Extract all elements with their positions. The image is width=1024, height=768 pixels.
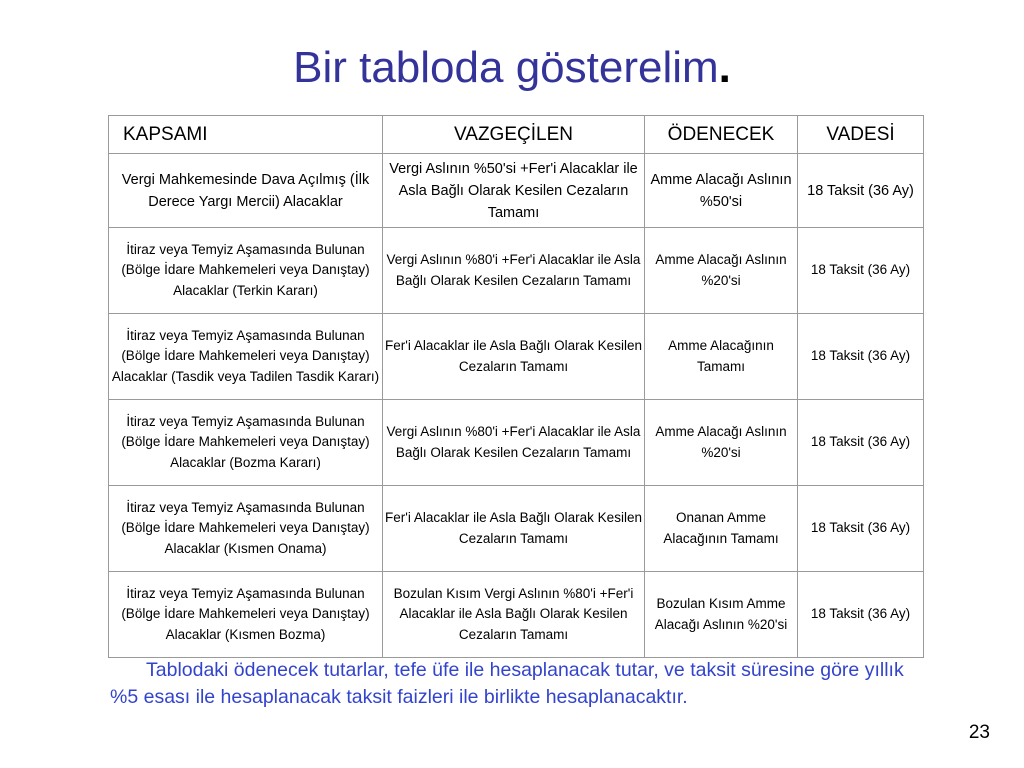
footnote-text: Tablodaki ödenecek tutarlar, tefe üfe ile hesaplanacak tutar, ve taksit süresine göre yıllık %5 esası ile hesaplanacak taksit faizleri ile birlikte hesaplanacaktır. — [110, 659, 904, 708]
cell-odenecek: Amme Alacağı Aslının %20'si — [645, 400, 798, 486]
cell-vazgecilen: Bozulan Kısım Vergi Aslının %80'i +Fer'i Alacaklar ile Asla Bağlı Olarak Kesilen Cezaların Tamamı — [383, 572, 645, 658]
table-header-row — [109, 116, 924, 154]
cell-kapsami: Vergi Mahkemesinde Dava Açılmış (İlk Derece Yargı Mercii) Alacaklar — [109, 154, 383, 228]
cell-odenecek: Amme Alacağı Aslının %50'si — [645, 154, 798, 228]
header-odenecek: ÖDENECEK — [645, 116, 798, 154]
cell-vadesi: 18 Taksit (36 Ay) — [798, 486, 924, 572]
slide-title-text: Bir tabloda gösterelim — [293, 43, 719, 92]
table-row — [109, 400, 924, 486]
cell-vazgecilen: Vergi Aslının %50'si +Fer'i Alacaklar ile Asla Bağlı Olarak Kesilen Cezaların Tamamı — [383, 154, 645, 228]
table-row — [109, 314, 924, 400]
cell-kapsami: İtiraz veya Temyiz Aşamasında Bulunan (Bölge İdare Mahkemeleri veya Danıştay) Alacaklar (Terkin Kararı) — [109, 228, 383, 314]
cell-odenecek: Amme Alacağının Tamamı — [645, 314, 798, 400]
cell-odenecek: Amme Alacağı Aslının %20'si — [645, 228, 798, 314]
table-row — [109, 154, 924, 228]
cell-odenecek: Onanan Amme Alacağının Tamamı — [645, 486, 798, 572]
data-table — [108, 115, 924, 658]
cell-kapsami: İtiraz veya Temyiz Aşamasında Bulunan (Bölge İdare Mahkemeleri veya Danıştay) Alacaklar (Bozma Kararı) — [109, 400, 383, 486]
slide-title — [0, 38, 1024, 98]
cell-kapsami: İtiraz veya Temyiz Aşamasında Bulunan (Bölge İdare Mahkemeleri veya Danıştay) Alacaklar (Tasdik veya Tadilen Tasdik Kararı) — [109, 314, 383, 400]
cell-odenecek: Bozulan Kısım Amme Alacağı Aslının %20'si — [645, 572, 798, 658]
header-kapsami: KAPSAMI — [109, 116, 383, 154]
cell-vazgecilen: Vergi Aslının %80'i +Fer'i Alacaklar ile Asla Bağlı Olarak Kesilen Cezaların Tamamı — [383, 400, 645, 486]
slide-title-dot: . — [718, 43, 731, 92]
table-row — [109, 228, 924, 314]
header-vazgecilen: VAZGEÇİLEN — [383, 116, 645, 154]
cell-vadesi: 18 Taksit (36 Ay) — [798, 400, 924, 486]
cell-vazgecilen: Fer'i Alacaklar ile Asla Bağlı Olarak Kesilen Cezaların Tamamı — [383, 314, 645, 400]
page-number: 23 — [968, 722, 990, 743]
cell-kapsami: İtiraz veya Temyiz Aşamasında Bulunan (Bölge İdare Mahkemeleri veya Danıştay) Alacaklar (Kısmen Bozma) — [109, 572, 383, 658]
cell-vadesi: 18 Taksit (36 Ay) — [798, 572, 924, 658]
cell-vazgecilen: Vergi Aslının %80'i +Fer'i Alacaklar ile Asla Bağlı Olarak Kesilen Cezaların Tamamı — [383, 228, 645, 314]
table-row — [109, 572, 924, 658]
cell-vazgecilen: Fer'i Alacaklar ile Asla Bağlı Olarak Kesilen Cezaların Tamamı — [383, 486, 645, 572]
header-vadesi: VADESİ — [798, 116, 924, 154]
cell-vadesi: 18 Taksit (36 Ay) — [798, 228, 924, 314]
cell-vadesi: 18 Taksit (36 Ay) — [798, 154, 924, 228]
table-row — [109, 486, 924, 572]
cell-kapsami: İtiraz veya Temyiz Aşamasında Bulunan (Bölge İdare Mahkemeleri veya Danıştay) Alacaklar (Kısmen Onama) — [109, 486, 383, 572]
cell-vadesi: 18 Taksit (36 Ay) — [798, 314, 924, 400]
